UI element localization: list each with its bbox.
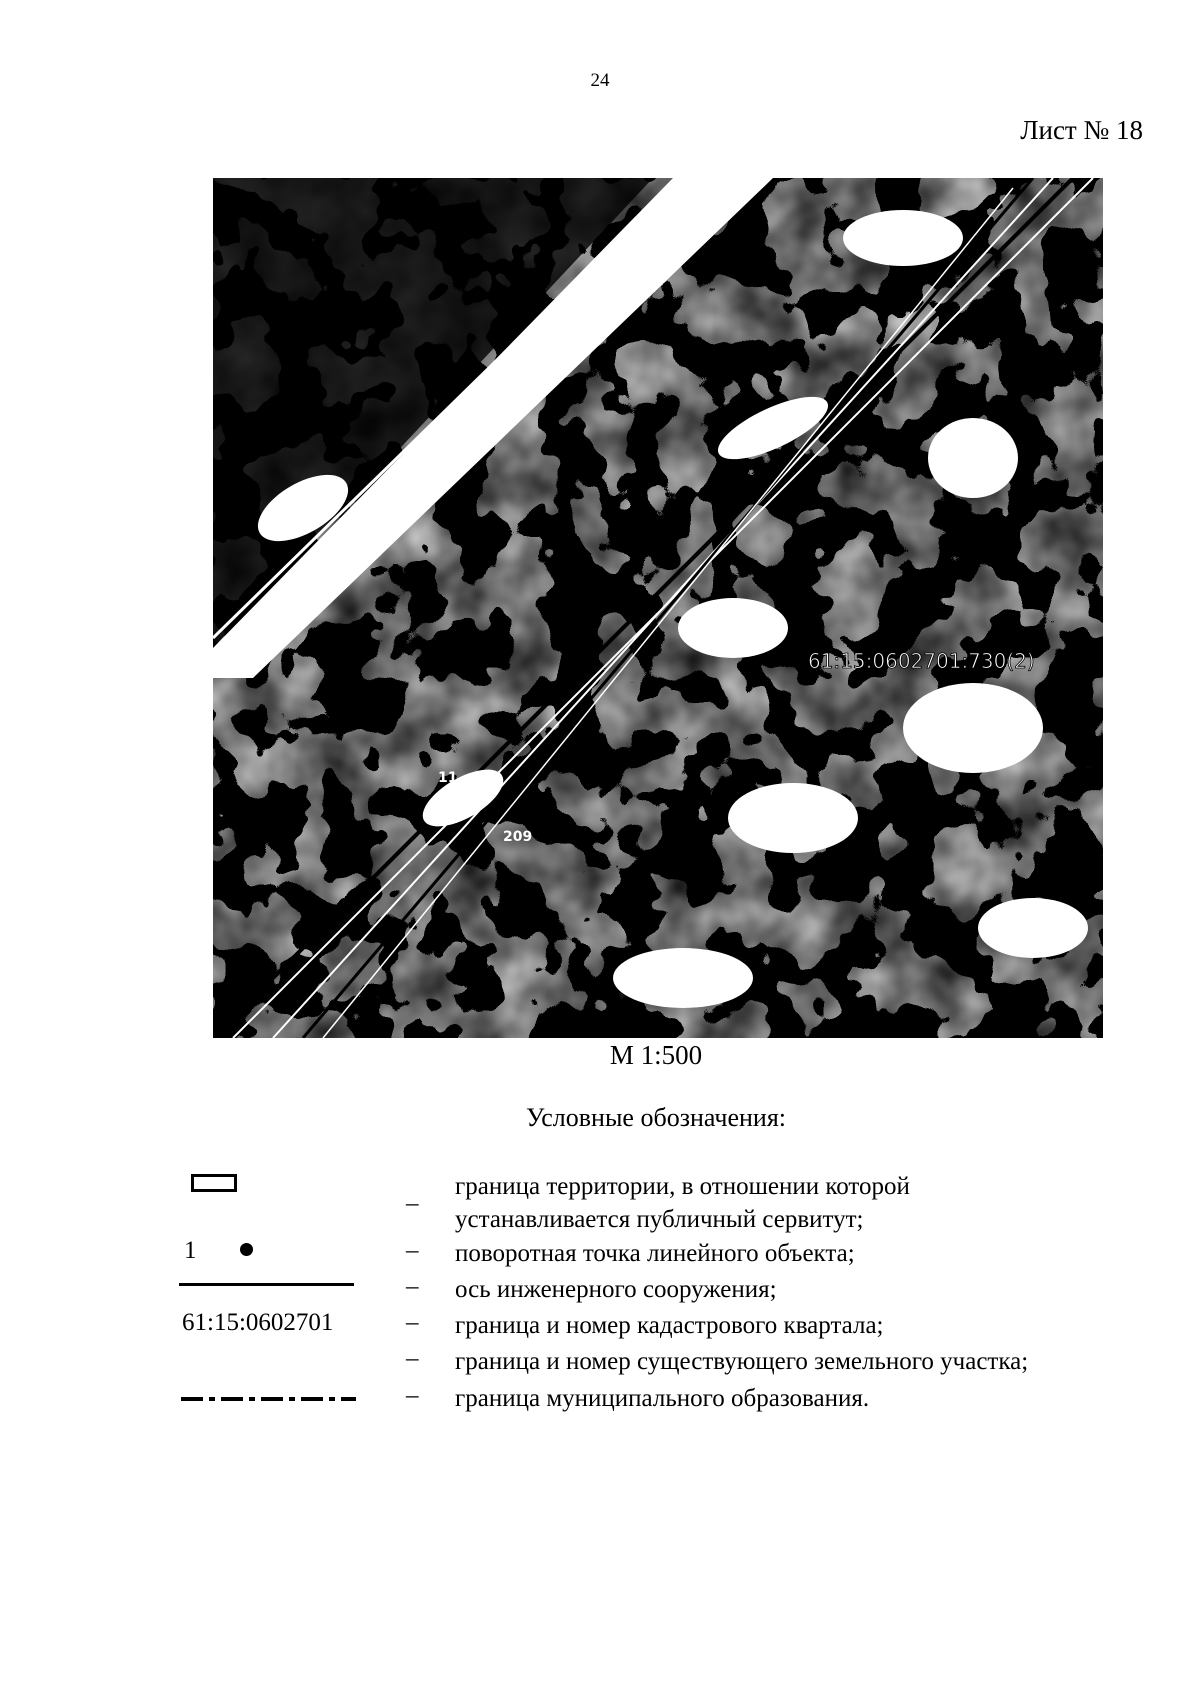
legend-text: граница территории, в отношении которой bbox=[455, 1173, 910, 1200]
legend-text: граница и номер существующего земельного участка; bbox=[455, 1348, 1029, 1375]
point-label-1: 11 bbox=[438, 770, 458, 786]
legend-text: граница и номер кадастрового квартала; bbox=[455, 1312, 884, 1339]
solid-line-symbol-icon bbox=[179, 1283, 354, 1286]
legend-text: граница муниципального образования. bbox=[455, 1385, 870, 1412]
legend-dash: – bbox=[406, 1237, 419, 1264]
cadastral-number-symbol: 61:15:0602701 bbox=[182, 1309, 334, 1336]
legend-item-servitude-boundary bbox=[0, 1170, 1200, 1240]
legend-dash: – bbox=[406, 1309, 419, 1336]
rectangle-symbol-icon bbox=[191, 1174, 237, 1192]
legend-text: ось инженерного сооружения; bbox=[455, 1276, 777, 1303]
legend-item-axis bbox=[0, 1273, 1200, 1307]
legend-dash: – bbox=[406, 1382, 419, 1409]
legend-item-turning-point bbox=[0, 1237, 1200, 1271]
legend-item-land-plot bbox=[0, 1345, 1200, 1379]
legend-dash: – bbox=[406, 1190, 419, 1217]
legend-text: поворотная точка линейного объекта; bbox=[455, 1240, 855, 1267]
legend-dash: – bbox=[406, 1345, 419, 1372]
map-image bbox=[213, 178, 1103, 1038]
legend-dash: – bbox=[406, 1273, 419, 1300]
sheet-label: Лист № 18 bbox=[1020, 115, 1143, 145]
parcel-label: 61:15:0602701:730(2) bbox=[808, 649, 1035, 673]
map-scale: М 1:500 bbox=[609, 1040, 703, 1070]
legend-item-cadastral-quarter bbox=[0, 1309, 1200, 1343]
legend-text: устанавливается публичный сервитут; bbox=[455, 1206, 864, 1233]
dot-symbol-icon bbox=[240, 1243, 253, 1256]
page-number: 24 bbox=[590, 70, 610, 91]
satellite-map bbox=[213, 178, 1103, 1038]
point-label-2: 209 bbox=[503, 829, 533, 845]
dash-dot-line-symbol-icon bbox=[181, 1395, 356, 1403]
legend-item-municipal-boundary bbox=[0, 1382, 1200, 1416]
point-number-label: 1 bbox=[184, 1237, 197, 1264]
legend-title: Условные обозначения: bbox=[525, 1103, 787, 1132]
